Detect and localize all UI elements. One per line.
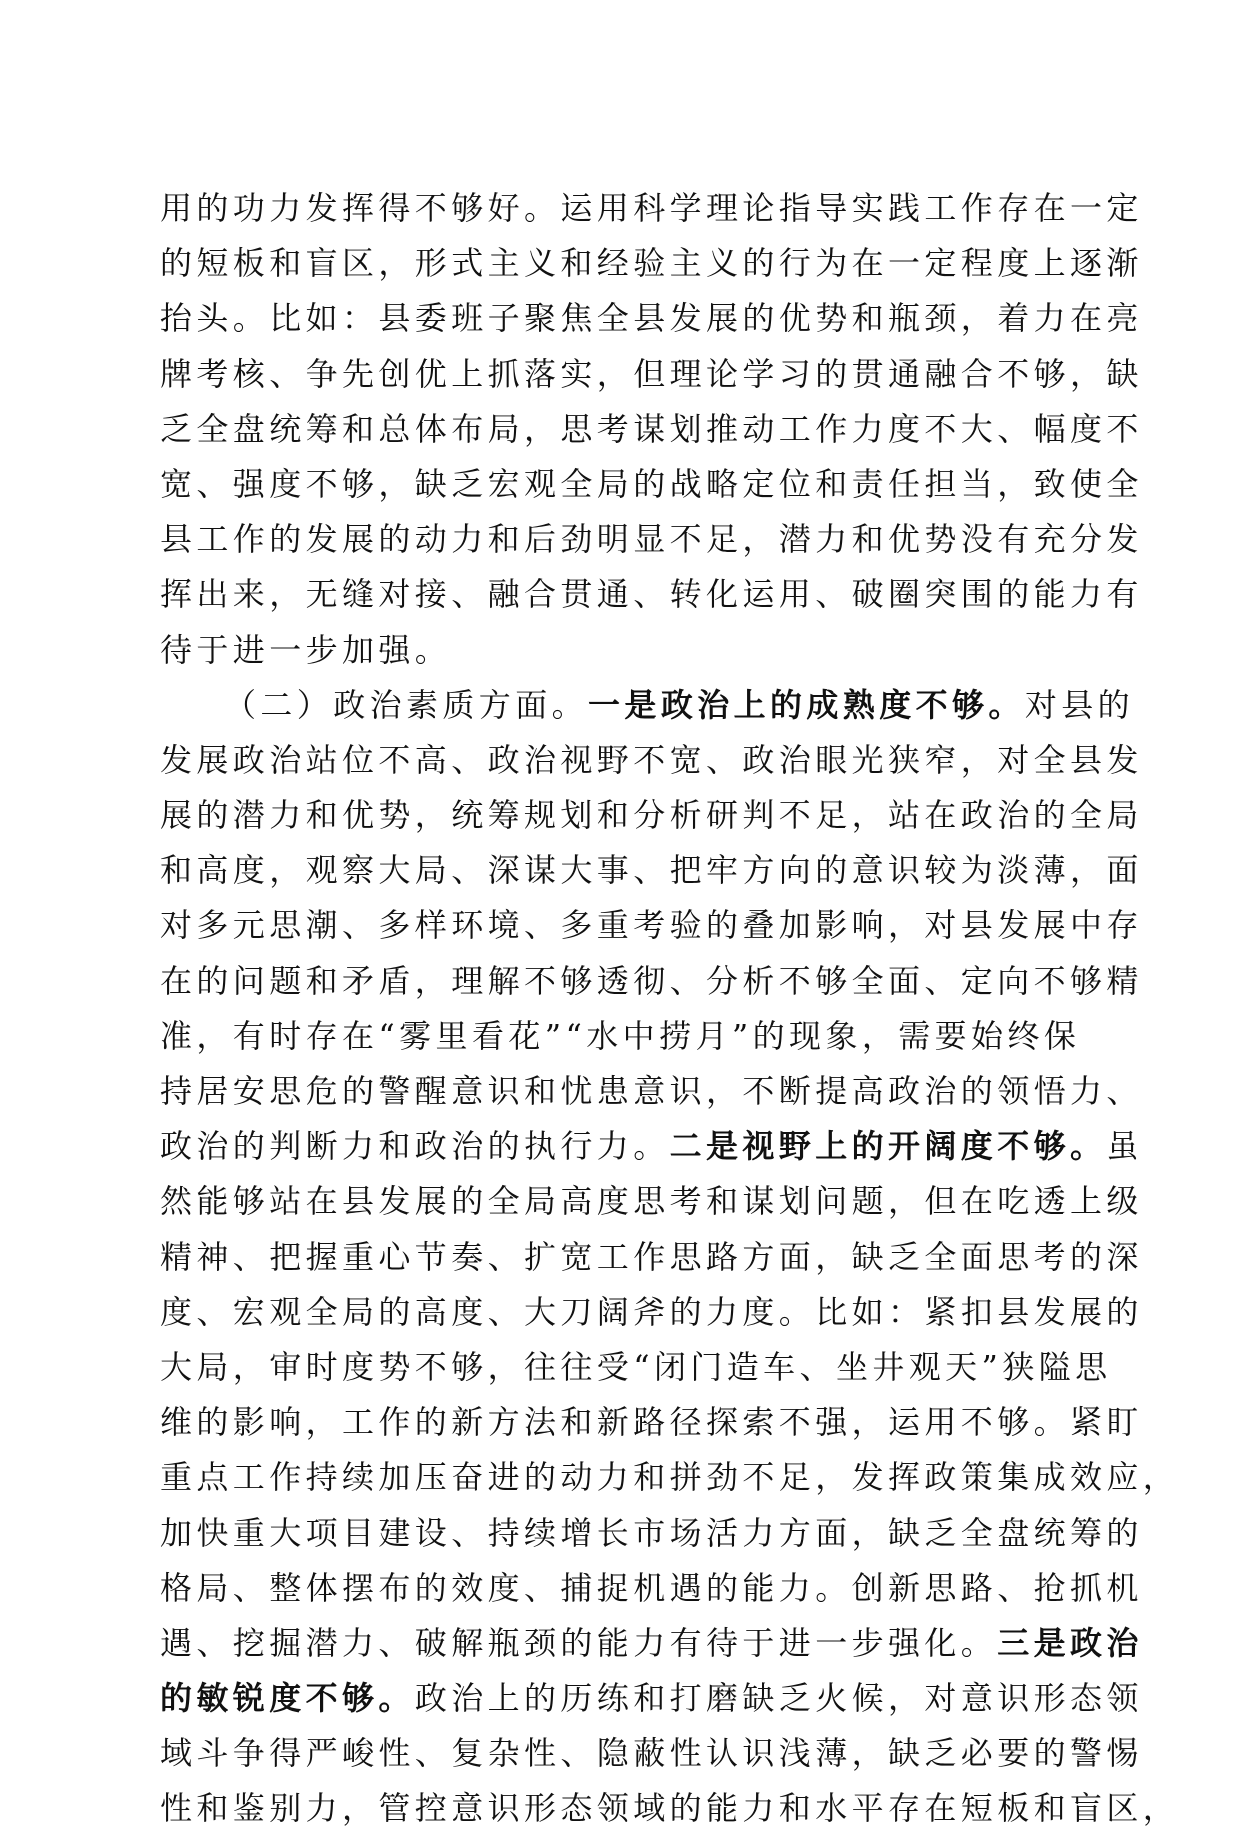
- text-segment: 大局，审时度势不够，往往受“闭门造车、坐井观天”狭隘思: [160, 1347, 1112, 1386]
- text-segment: 的短板和盲区，形式主义和经验主义的行为在一定程度上逐渐: [160, 244, 1143, 283]
- text-segment: 用的功力发挥得不够好。运用科学理论指导实践工作存在一定: [160, 189, 1143, 227]
- text-line: [160, 1285, 1143, 1340]
- text-segment: 对县的: [1024, 685, 1135, 724]
- text-segment: 对多元思潮、多样环境、多重考验的叠加影响，对县发展中存: [160, 906, 1143, 945]
- text-line: [160, 402, 1143, 457]
- text-line: [160, 733, 1143, 788]
- text-line: [160, 1064, 1143, 1119]
- text-segment: 乏全盘统筹和总体布局，思考谋划推动工作力度不大、幅度不: [160, 409, 1143, 448]
- text-line: [160, 236, 1143, 291]
- text-segment: 遇、挖掘潜力、破解瓶颈的能力有待于进一步强化。: [160, 1623, 998, 1662]
- text-segment: 持居安思危的警醒意识和忧患意识，不断提高政治的领悟力、: [160, 1072, 1143, 1110]
- text-segment: 政治的判断力和政治的执行力。: [160, 1127, 670, 1166]
- text-segment: 然能够站在县发展的全局高度思考和谋划问题，但在吃透上级: [160, 1182, 1143, 1221]
- text-line: [160, 1119, 1143, 1174]
- text-line: [160, 291, 1143, 346]
- text-line: [160, 623, 1080, 678]
- text-segment: 牌考核、争先创优上抓落实，但理论学习的贯通融合不够，缺: [160, 354, 1143, 393]
- text-segment: 政治上的历练和打磨缺乏火候，对意识形态领: [414, 1679, 1143, 1718]
- text-segment: 展的潜力和优势，统筹规划和分析研判不足，站在政治的全局: [160, 796, 1143, 835]
- text-segment: 挥出来，无缝对接、融合贯通、转化运用、破圈突围的能力有: [160, 575, 1143, 614]
- text-line: [160, 181, 1143, 236]
- text-line: [160, 347, 1143, 402]
- text-line: [160, 1230, 1143, 1285]
- text-line: [160, 1340, 1112, 1395]
- body-text: [160, 181, 1180, 1837]
- text-segment: 精神、把握重心节奏、扩宽工作思路方面，缺乏全面思考的深: [160, 1237, 1143, 1276]
- bold-text-segment: 三是政治: [997, 1623, 1143, 1662]
- text-line: [160, 1781, 1180, 1836]
- text-line: [160, 1395, 1143, 1450]
- text-line: [160, 1506, 1143, 1561]
- text-segment: （二）政治素质方面。: [224, 685, 589, 724]
- text-line: [160, 1174, 1143, 1229]
- bold-text-segment: 一是政治上的成熟度不够。: [588, 685, 1025, 724]
- text-segment: 格局、整体摆布的效度、捕捉机遇的能力。创新思路、抢抓机: [160, 1568, 1143, 1607]
- text-line: [160, 954, 1143, 1009]
- text-segment: 重点工作持续加压奋进的动力和拼劲不足，发挥政策集成效应，: [160, 1458, 1180, 1497]
- text-segment: 抬头。比如：县委班子聚焦全县发展的优势和瓶颈，着力在亮: [160, 299, 1143, 338]
- bold-text-segment: 二是视野上的开阔度不够。: [669, 1127, 1107, 1166]
- text-segment: 虽: [1106, 1127, 1143, 1166]
- text-segment: 县工作的发展的动力和后劲明显不足，潜力和优势没有充分发: [160, 520, 1143, 559]
- text-segment: 性和鉴别力，管控意识形态领域的能力和水平存在短板和盲区，: [160, 1789, 1180, 1828]
- text-segment: 准，有时存在“雾里看花”“水中捞月”的现象，需要始终保: [160, 1016, 1081, 1055]
- text-segment: 发展政治站位不高、政治视野不宽、政治眼光狭窄，对全县发: [160, 740, 1143, 779]
- text-segment: 度、宏观全局的高度、大刀阔斧的力度。比如：紧扣县发展的: [160, 1292, 1143, 1331]
- text-line: [160, 512, 1143, 567]
- text-line: [160, 567, 1143, 622]
- text-line: [160, 1450, 1180, 1505]
- text-segment: 在的问题和矛盾，理解不够透彻、分析不够全面、定向不够精: [160, 961, 1143, 1000]
- text-line: [160, 457, 1143, 512]
- text-line: [160, 1561, 1143, 1616]
- text-line: [160, 1616, 1143, 1671]
- text-segment: 和高度，观察大局、深谋大事、把牢方向的意识较为淡薄，面: [160, 851, 1143, 890]
- text-segment: 宽、强度不够，缺乏宏观全局的战略定位和责任担当，致使全: [160, 464, 1143, 503]
- text-segment: 加快重大项目建设、持续增长市场活力方面，缺乏全盘统筹的: [160, 1513, 1143, 1552]
- text-segment: 域斗争得严峻性、复杂性、隐蔽性认识浅薄，缺乏必要的警惕: [160, 1734, 1143, 1773]
- bold-text-segment: 的敏锐度不够。: [160, 1679, 415, 1718]
- text-line: [160, 843, 1143, 898]
- text-line: [160, 1671, 1143, 1726]
- text-line: [160, 788, 1143, 843]
- text-segment: 维的影响，工作的新方法和新路径探索不强，运用不够。紧盯: [160, 1403, 1143, 1442]
- text-line: [160, 898, 1143, 953]
- text-line: [160, 1009, 1080, 1064]
- text-line: [160, 678, 1135, 733]
- text-segment: 待于进一步加强。: [160, 630, 452, 669]
